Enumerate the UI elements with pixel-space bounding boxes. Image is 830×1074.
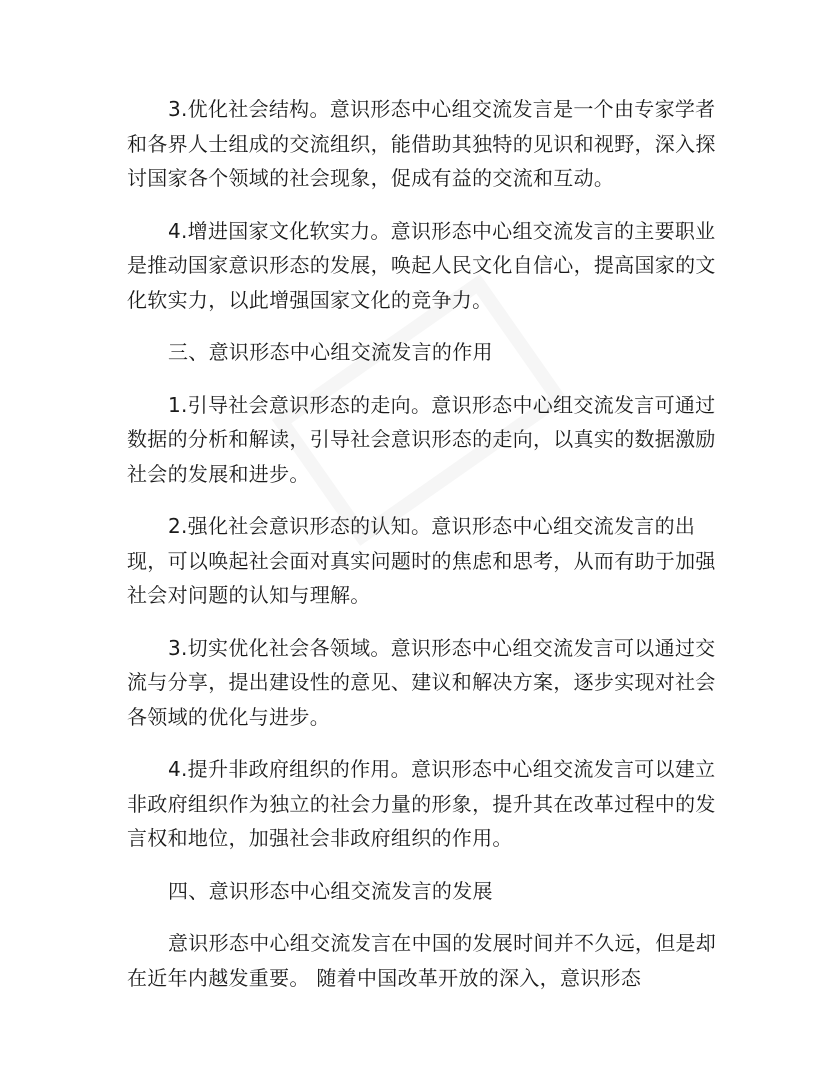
section-heading-development: 四、意识形态中心组交流发言的发展 (168, 878, 493, 903)
paragraph-development: 意识形态中心组交流发言在中国的发展时间并不久远，但是却在近年内越发重要。 随着中国改革开放的深入，意识形态 (127, 931, 717, 990)
section-heading-role: 三、意识形态中心组交流发言的作用 (168, 340, 493, 364)
paragraph-strengthen-cognition: 2.强化社会意识形态的认知。意识形态中心组交流发言的出现，可以唤起社会面对真实问题时的焦虑和思考，从而有助于加强社会对问题的认知与理解。 (127, 514, 716, 607)
paragraph-enhance-soft-power: 4.增进国家文化软实力。意识形态中心组交流发言的主要职业是推动国家意识形态的发展，唤起人民文化自信心，提高国家的文化软实力，以此增强国家文化的竞争力。 (127, 218, 716, 312)
document-page (127, 92, 717, 1013)
paragraph-optimize-fields: 3.切实优化社会各领域。意识形态中心组交流发言可以通过交流与分享，提出建设性的意见、建议和解决方案，逐步实现对社会各领域的优化与进步。 (127, 635, 716, 729)
paragraph-guide-ideology: 1.引导社会意识形态的走向。意识形态中心组交流发言可通过数据的分析和解读，引导社会意识形态的走向，以真实的数据激励社会的发展和进步。 (127, 392, 716, 486)
paragraph-ngo-role: 4.提升非政府组织的作用。意识形态中心组交流发言可以建立非政府组织作为独立的社会力量的形象，提升其在改革过程中的发言权和地位，加强社会非政府组织的作用。 (127, 757, 716, 850)
paragraph-optimize-social-structure: 3.优化社会结构。意识形态中心组交流发言是一个由专家学者和各界人士组成的交流组织，能借助其独特的见识和视野，深入探讨国家各个领域的社会现象，促成有益的交流和互动。 (127, 97, 716, 190)
